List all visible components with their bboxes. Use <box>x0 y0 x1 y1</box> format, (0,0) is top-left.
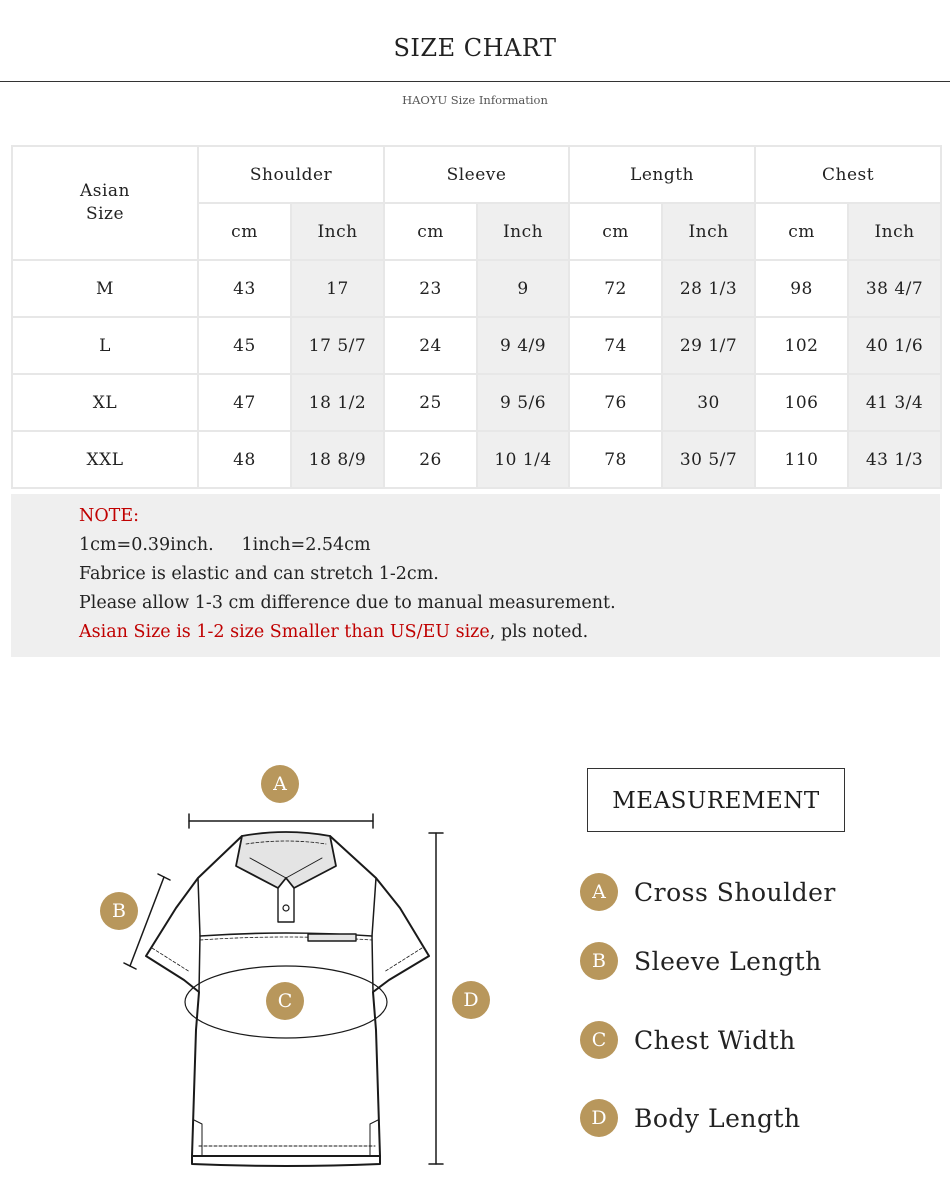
legend-label: Cross Shoulder <box>634 878 836 907</box>
table-cell: 9 <box>477 260 569 317</box>
size-cell: M <box>12 260 198 317</box>
size-header-cell <box>12 146 198 260</box>
badge-b: B <box>100 892 138 930</box>
size-header-label: Asian Size <box>79 181 131 224</box>
table-cell: 18 1/2 <box>291 374 384 431</box>
group-header-sleeve: Sleeve <box>384 146 569 203</box>
unit-header-cm: cm <box>569 203 662 260</box>
table-cell: 28 1/3 <box>662 260 755 317</box>
table-cell: 106 <box>755 374 848 431</box>
unit-header-inch: Inch <box>662 203 755 260</box>
table-cell: 102 <box>755 317 848 374</box>
unit-header-inch: Inch <box>477 203 569 260</box>
title-divider <box>0 81 950 82</box>
legend-badge: D <box>580 1099 618 1137</box>
table-cell: 25 <box>384 374 477 431</box>
legend-label: Body Length <box>634 1104 801 1133</box>
group-header-length: Length <box>569 146 755 203</box>
size-cell: L <box>12 317 198 374</box>
table-cell: 23 <box>384 260 477 317</box>
table-cell: 45 <box>198 317 291 374</box>
table-cell: 78 <box>569 431 662 488</box>
note-conversion: 1cm=0.39inch. 1inch=2.54cm <box>79 535 371 555</box>
note-asian-size <box>79 618 940 647</box>
unit-header-inch: Inch <box>291 203 384 260</box>
note-heading: NOTE: <box>79 506 140 526</box>
table-cell: 17 5/7 <box>291 317 384 374</box>
page-title: SIZE CHART <box>393 34 557 62</box>
badge-d: D <box>452 981 490 1019</box>
note-asian-size-warning: Asian Size is 1-2 size Smaller than US/EU size <box>79 622 490 642</box>
table-cell: 47 <box>198 374 291 431</box>
size-table <box>11 145 942 489</box>
note-asian-size-suffix: , pls noted. <box>489 622 589 642</box>
table-cell: 9 4/9 <box>477 317 569 374</box>
table-cell: 40 1/6 <box>848 317 941 374</box>
unit-header-cm: cm <box>755 203 848 260</box>
table-cell: 24 <box>384 317 477 374</box>
table-cell: 9 5/6 <box>477 374 569 431</box>
table-row <box>12 374 941 431</box>
legend-badge: C <box>580 1021 618 1059</box>
table-cell: 41 3/4 <box>848 374 941 431</box>
table-cell: 74 <box>569 317 662 374</box>
group-header-chest: Chest <box>755 146 941 203</box>
size-cell: XXL <box>12 431 198 488</box>
table-cell: 43 1/3 <box>848 431 941 488</box>
table-cell: 48 <box>198 431 291 488</box>
table-cell: 98 <box>755 260 848 317</box>
legend-badge: B <box>580 942 618 980</box>
table-cell: 29 1/7 <box>662 317 755 374</box>
table-cell: 17 <box>291 260 384 317</box>
shirt-diagram <box>80 740 520 1190</box>
legend-label: Chest Width <box>634 1026 796 1055</box>
shoulder-dimension-line <box>189 814 373 828</box>
table-cell: 10 1/4 <box>477 431 569 488</box>
table-cell: 43 <box>198 260 291 317</box>
table-cell: 30 5/7 <box>662 431 755 488</box>
table-row <box>12 317 941 374</box>
unit-header-cm: cm <box>198 203 291 260</box>
unit-header-cm: cm <box>384 203 477 260</box>
note-elastic: Fabrice is elastic and can stretch 1-2cm. <box>79 564 439 584</box>
note-measurement: Please allow 1-3 cm difference due to manual measurement. <box>79 593 616 613</box>
size-cell: XL <box>12 374 198 431</box>
notes-panel <box>11 494 940 657</box>
unit-header-inch: Inch <box>848 203 941 260</box>
table-cell: 38 4/7 <box>848 260 941 317</box>
measurement-title: MEASUREMENT <box>587 768 845 832</box>
table-cell: 110 <box>755 431 848 488</box>
badge-c: C <box>266 982 304 1020</box>
legend-label: Sleeve Length <box>634 947 822 976</box>
table-row <box>12 260 941 317</box>
page-subtitle: HAOYU Size Information <box>402 93 548 107</box>
legend-badge: A <box>580 873 618 911</box>
badge-a: A <box>261 765 299 803</box>
table-cell: 30 <box>662 374 755 431</box>
length-dimension-line <box>429 833 443 1164</box>
table-cell: 26 <box>384 431 477 488</box>
table-cell: 18 8/9 <box>291 431 384 488</box>
group-header-shoulder: Shoulder <box>198 146 384 203</box>
table-cell: 72 <box>569 260 662 317</box>
table-row <box>12 431 941 488</box>
table-cell: 76 <box>569 374 662 431</box>
